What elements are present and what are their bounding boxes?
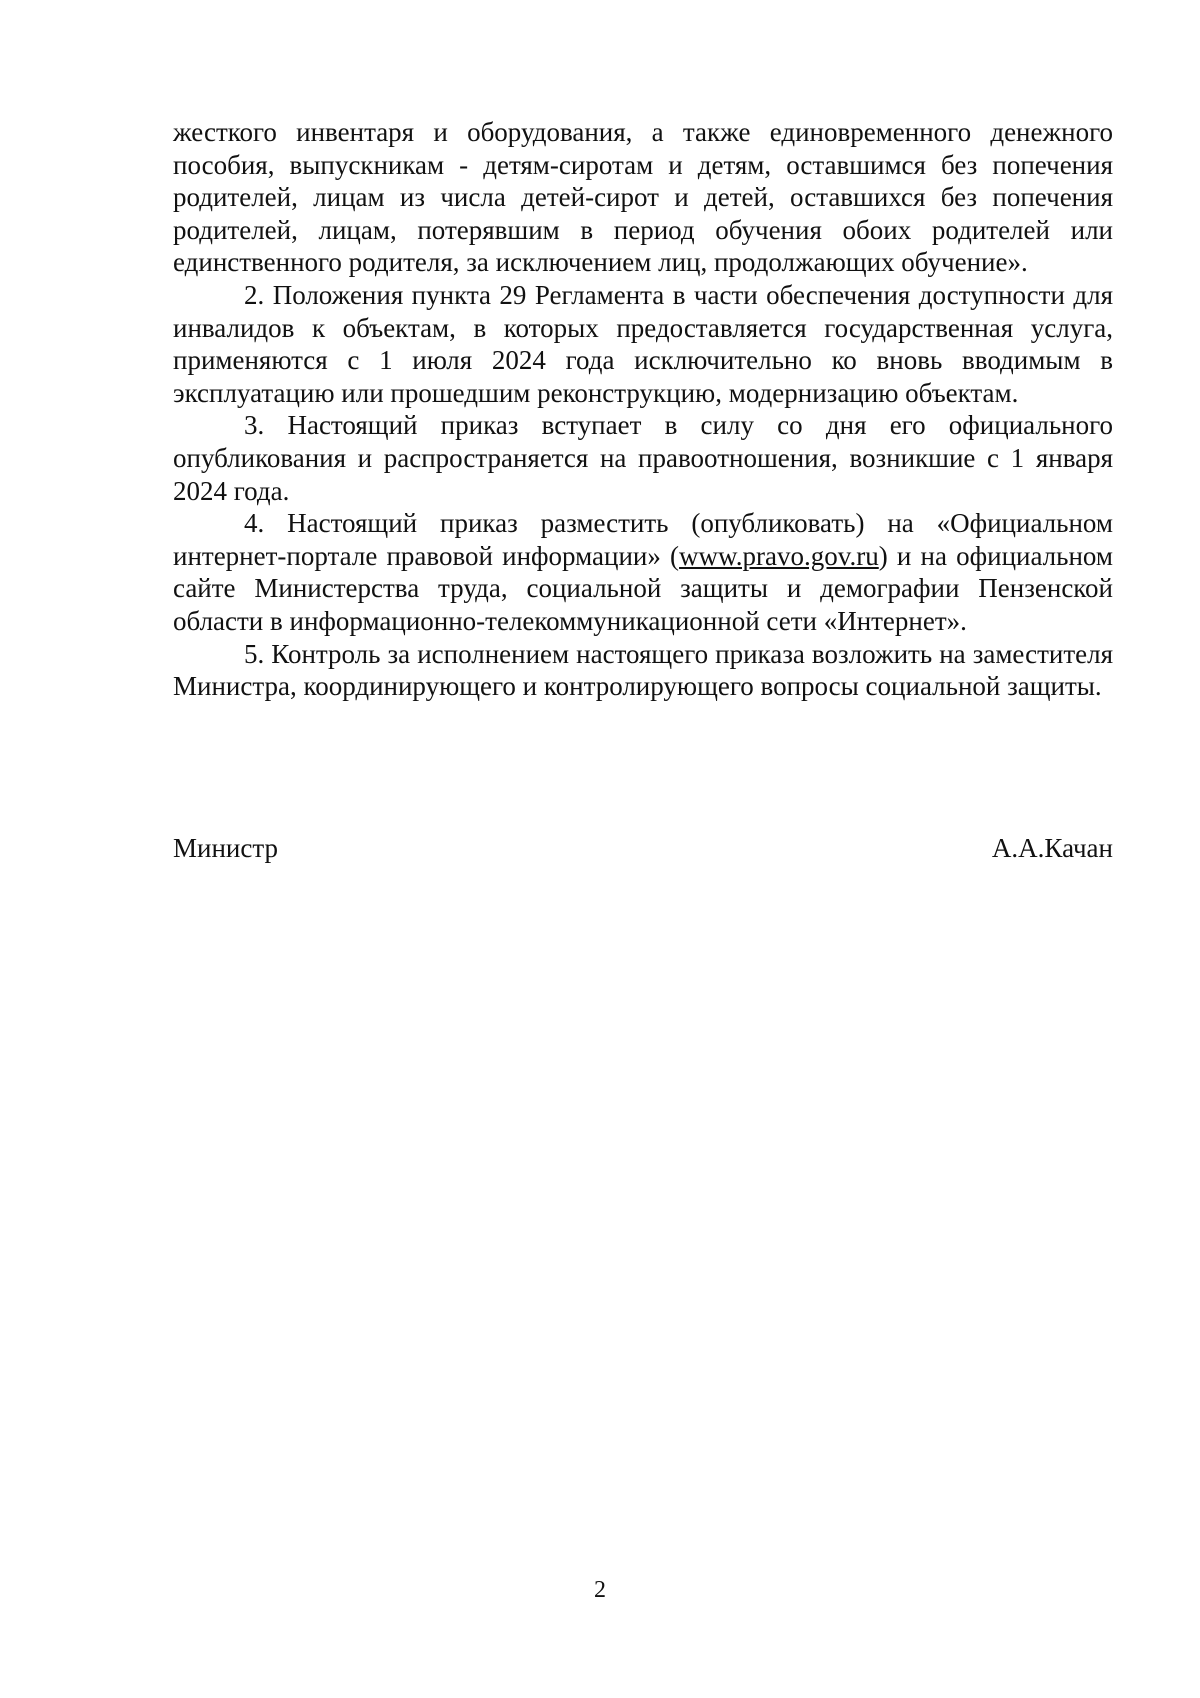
- paragraph-item-4: [173, 507, 1113, 637]
- signature-title: Министр: [173, 833, 278, 863]
- paragraph-item-5: 5. Контроль за исполнением настоящего приказа возложить на заместителя Министра, координирующего и контролирующего вопросы социальной защиты.: [173, 638, 1113, 702]
- page-number: 2: [594, 1577, 606, 1603]
- paragraph-continuation: жесткого инвентаря и оборудования, а также единовременного денежного пособия, выпускникам - детям-сиротам и детям, оставшимся без попечения родителей, лицам из числа детей-сирот и детей, оставшихся без попечения родителей, лицам, потерявшим в период обучения обоих родителей или единственного родителя, за исключением лиц, продолжающих обучение».: [173, 117, 1113, 278]
- paragraph-item-2: 2. Положения пункта 29 Регламента в части обеспечения доступности для инвалидов к объектам, в которых предоставляется государственная услуга, применяются с 1 июля 2024 года исключительно ко вновь вводимым в эксплуатацию или прошедшим реконструкцию, модернизацию объектам.: [173, 279, 1113, 408]
- paragraph-item-3: 3. Настоящий приказ вступает в силу со дня его официального опубликования и распространяется на правоотношения, возникшие с 1 января 2024 года.: [173, 410, 1113, 506]
- document-body: [173, 116, 1113, 703]
- signature-block: [173, 832, 1113, 864]
- signature-name: А.А.Качан: [991, 833, 1113, 863]
- item-4-text-end: ) и на официальном сайте Министерства труда, социальной защиты и демографии Пензенской области в информационно-телекоммуникационной сети «Интернет».: [173, 540, 1113, 636]
- item-4-text-start: 4. Настоящий приказ разместить (опубликовать) на «Официальном интернет-портале правовой информации» (: [173, 508, 1113, 571]
- pravo-gov-link[interactable]: www.pravo.gov.ru: [679, 540, 879, 571]
